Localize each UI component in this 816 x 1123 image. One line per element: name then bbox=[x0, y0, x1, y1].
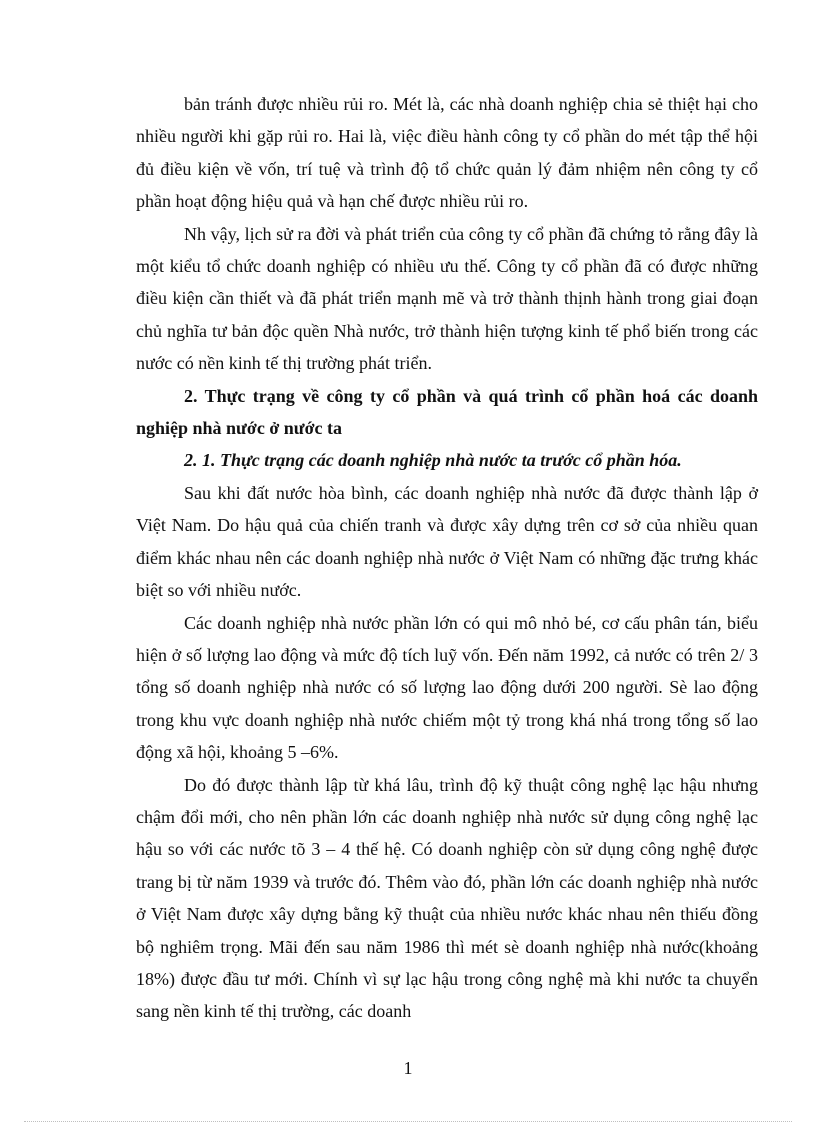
paragraph-continuation: bản tránh được nhiều rủi ro. Mét là, các nhà doanh nghiệp chia sẻ thiệt hại cho nhiều người khi gặp rủi ro. Hai là, việc điều hành công ty cổ phần do mét tập thể hội đủ điều kiện về vốn, trí tuệ và trình độ tổ chức quản lý đảm nhiệm nên công ty cổ phần hoạt động hiệu quả và hạn chế được nhiều rủi ro. bbox=[136, 94, 758, 212]
paragraph-scale: Các doanh nghiệp nhà nước phần lớn có qui mô nhỏ bé, cơ cấu phân tán, biểu hiện ở số lượng lao động và mức độ tích luỹ vốn. Đến năm 1992, cả nước có trên 2/ 3 tổng số doanh nghiệp nhà nước có số lượng lao động dưới 200 người. Sè lao động trong khu vực doanh nghiệp nhà nước chiếm một tỷ trong khá nhá trong tổng số lao động xã hội, khoảng 5 –6%. bbox=[136, 612, 758, 763]
page-body bbox=[136, 88, 758, 1028]
paragraph-summary: Nh vậy, lịch sử ra đời và phát triển của công ty cổ phần đã chứng tỏ rằng đây là một kiểu tổ chức doanh nghiệp có nhiều ưu thế. Công ty cổ phần đã có được những điều kiện cần thiết và đã phát triển mạnh mẽ và trở thành thịnh hành trong giai đoạn chủ nghĩa tư bản độc quền Nhà nước, trở thành hiện tượng kinh tế phổ biến trong các nước có nền kinh tế thị trường phát triển. bbox=[136, 223, 758, 374]
paragraph-history: Sau khi đất nước hòa bình, các doanh nghiệp nhà nước đã được thành lập ở Việt Nam. Do hậu quả của chiến tranh và được xây dựng trên cơ sở của nhiều quan điểm khác nhau nên các doanh nghiệp nhà nước ở Việt Nam có những đặc trưng khác biệt so với nhiều nước. bbox=[136, 482, 758, 601]
subsection-heading: 2. 1. Thực trạng các doanh nghiệp nhà nước ta trước cổ phần hóa. bbox=[184, 450, 682, 471]
section-heading: 2. Thực trạng về công ty cổ phần và quá trình cổ phần hoá các doanh nghiệp nhà nước ở nước ta bbox=[136, 385, 758, 439]
paragraph-technology: Do đó được thành lập từ khá lâu, trình độ kỹ thuật công nghệ lạc hậu nhưng chậm đổi mới, cho nên phần lớn các doanh nghiệp nhà nước sử dụng công nghệ lạc hậu so với các nước tõ 3 – 4 thế hệ. Có doanh nghiệp còn sử dụng công nghệ được trang bị từ năm 1939 và trước đó. Thêm vào đó, phần lớn các doanh nghiệp nhà nước ở Việt Nam được xây dựng bằng kỹ thuật của nhiều nước khác nhau nên thiếu đồng bộ nghiêm trọng. Mãi đến sau năm 1986 thì mét sè doanh nghiệp nhà nước(khoảng 18%) được đầu tư mới. Chính vì sự lạc hậu trong công nghệ mà khi nước ta chuyển sang nền kinh tế thị trường, các doanh bbox=[136, 774, 758, 1022]
page-break-divider bbox=[24, 1121, 792, 1122]
page-number: 1 bbox=[403, 1058, 413, 1078]
